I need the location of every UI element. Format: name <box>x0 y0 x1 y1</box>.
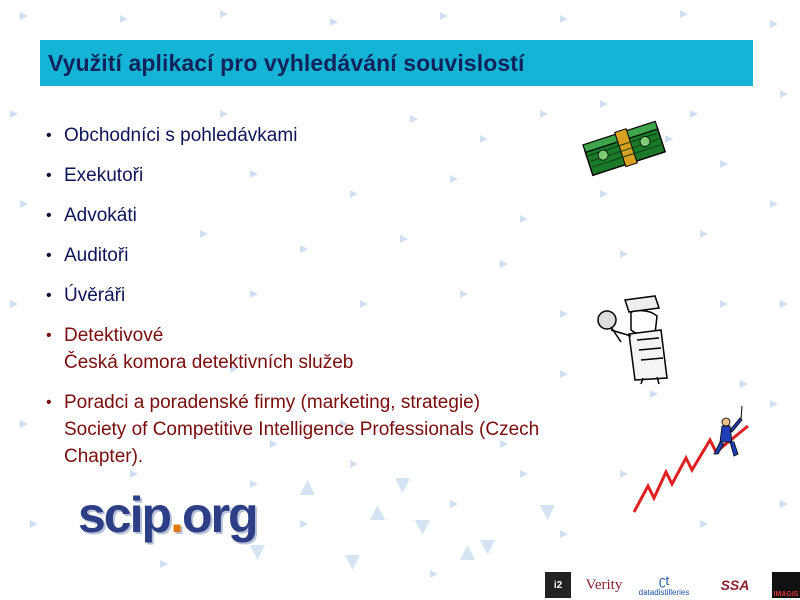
datadistilleries-logo <box>632 572 696 598</box>
bullet-list <box>46 122 606 483</box>
money-stack-icon <box>580 116 670 180</box>
i2-logo <box>545 572 571 598</box>
bullet-item <box>46 322 606 376</box>
detective-icon <box>595 290 685 385</box>
bullet-item <box>46 122 606 149</box>
bullet-text: Detektivové <box>64 325 164 346</box>
verity-logo <box>578 572 630 598</box>
bullet-text: Exekutoři <box>64 165 144 186</box>
ssa-logo-text: SSA <box>720 577 750 593</box>
bullet-text: Auditoři <box>64 245 129 266</box>
growth-chart-climber-icon <box>630 400 760 520</box>
bullet-item <box>46 162 606 189</box>
i2-logo-text: i2 <box>553 579 563 591</box>
scip-logo-dot: . <box>170 487 182 543</box>
scip-logo-text-org: org <box>181 487 257 543</box>
slide-title: Využití aplikací pro vyhledávání souvislostí <box>48 49 525 76</box>
bullet-text: Obchodníci s pohledávkami <box>64 125 298 146</box>
bullet-subtext: Česká komora detektivních služeb <box>64 352 354 373</box>
title-bar <box>40 40 753 86</box>
scip-logo-text: scip <box>78 487 171 543</box>
bullet-text: Úvěráři <box>64 285 126 306</box>
bullet-item <box>46 242 606 269</box>
bullet-item <box>46 202 606 229</box>
bullet-item <box>46 389 606 470</box>
bullet-text: Poradci a poradenské firmy (marketing, strategie) <box>64 392 481 413</box>
datadistilleries-mark-icon: ʗt <box>658 573 670 588</box>
datadistilleries-logo-text: datadistilleries <box>638 588 690 597</box>
imagis-logo-text: IMAGIS <box>773 591 799 598</box>
bullet-subtext: Society of Competitive Intelligence Professionals (Czech Chapter). <box>64 419 540 467</box>
bullet-text: Advokáti <box>64 205 137 226</box>
scip-logo[interactable] <box>78 487 257 543</box>
imagis-logo <box>772 572 800 598</box>
ssa-logo <box>704 572 766 598</box>
bullet-item <box>46 282 606 309</box>
verity-logo-text: Verity <box>585 576 623 593</box>
